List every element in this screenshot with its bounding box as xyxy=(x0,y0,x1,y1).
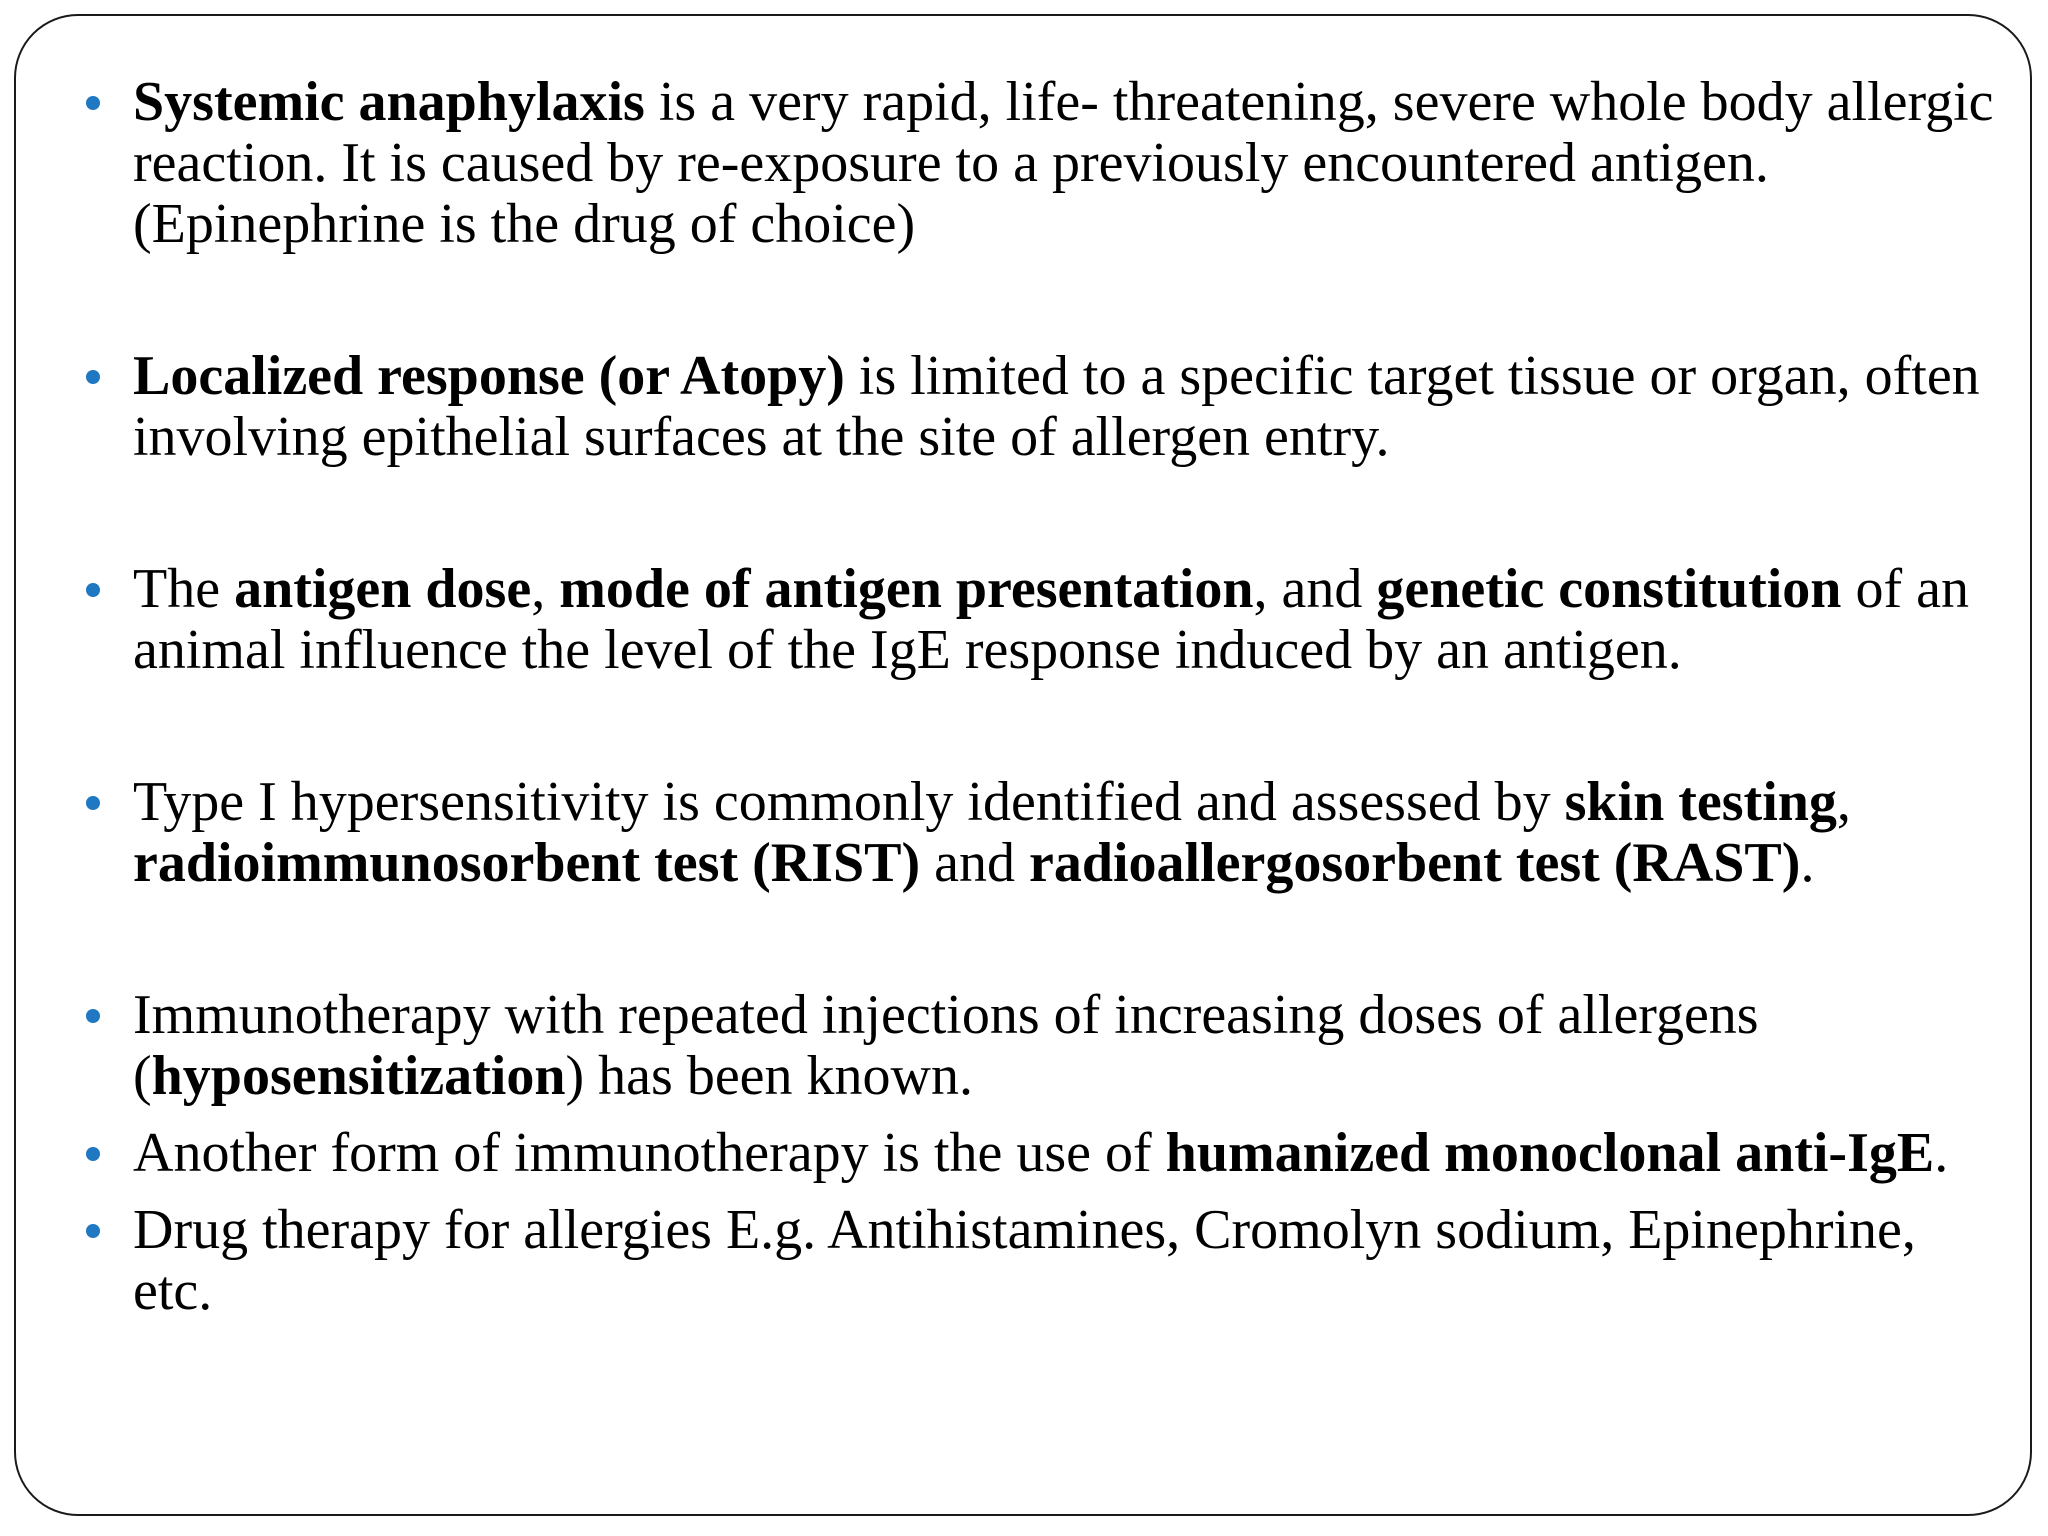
bullet-text: , and xyxy=(1253,558,1377,620)
bullet-drug-therapy xyxy=(86,1200,2006,1322)
bullet-type-i-testing xyxy=(86,772,2006,894)
bullet-text-bold: humanized monoclonal anti-IgE xyxy=(1165,1122,1935,1184)
bullet-ige-response-factors xyxy=(86,559,2006,681)
bullet-dot-icon xyxy=(86,96,100,110)
bullet-text: , xyxy=(531,558,560,620)
bullet-text-bold: Systemic anaphylaxis xyxy=(133,71,645,133)
bullet-text: of an animal influence the level of the IgE response induced by an antigen. xyxy=(133,558,1969,681)
bullet-text: Immunotherapy with repeated injections of increasing doses of allergens ( xyxy=(133,984,1759,1107)
bullet-dot-icon xyxy=(86,796,100,810)
bullet-text: The xyxy=(133,558,235,620)
bullet-text-bold: radioallergosorbent test (RAST) xyxy=(1028,832,1801,894)
bullet-text: Drug therapy for allergies E.g. Antihistamines, Cromolyn sodium, Epinephrine, etc. xyxy=(133,1199,1916,1322)
bullet-localized-response xyxy=(86,346,2006,468)
bullet-text: . xyxy=(1934,1122,1949,1184)
bullet-dot-icon xyxy=(86,1224,100,1238)
bullet-text: . xyxy=(1800,832,1815,894)
bullet-text-bold: hyposensitization xyxy=(151,1045,566,1107)
bullet-text-bold: genetic constitution xyxy=(1376,558,1842,620)
bullet-text-bold: Localized response (or Atopy) xyxy=(133,345,845,407)
bullet-immunotherapy xyxy=(86,985,2006,1107)
bullet-anti-ige xyxy=(86,1123,2006,1184)
bullet-dot-icon xyxy=(86,1009,100,1023)
bullet-text: is limited to a specific target tissue or organ, often involving epithelial surfaces at the site of allergen entry. xyxy=(133,345,1980,468)
bullet-text: , xyxy=(1836,771,1851,833)
bullet-text: ) has been known. xyxy=(565,1045,973,1107)
bullet-dot-icon xyxy=(86,583,100,597)
bullet-dot-icon xyxy=(86,370,100,384)
bullet-text: and xyxy=(920,832,1029,894)
bullet-text-bold: mode of antigen presentation xyxy=(559,558,1254,620)
bullet-text-bold: radioimmunosorbent test (RIST) xyxy=(133,832,921,894)
slide-frame xyxy=(14,14,2032,1516)
bullet-list xyxy=(86,72,2006,1322)
bullet-systemic-anaphylaxis xyxy=(86,72,2006,255)
bullet-text: Type I hypersensitivity is commonly identified and assessed by xyxy=(133,771,1565,833)
bullet-dot-icon xyxy=(86,1147,100,1161)
bullet-text-bold: antigen dose xyxy=(234,558,532,620)
bullet-text: is a very rapid, life- threatening, severe whole body allergic reaction. It is caused by re-exposure to a previously encountered antigen. (Epinephrine is the drug of choice) xyxy=(133,71,1994,255)
bullet-text: Another form of immunotherapy is the use of xyxy=(133,1122,1166,1184)
bullet-text-bold: skin testing xyxy=(1564,771,1837,833)
